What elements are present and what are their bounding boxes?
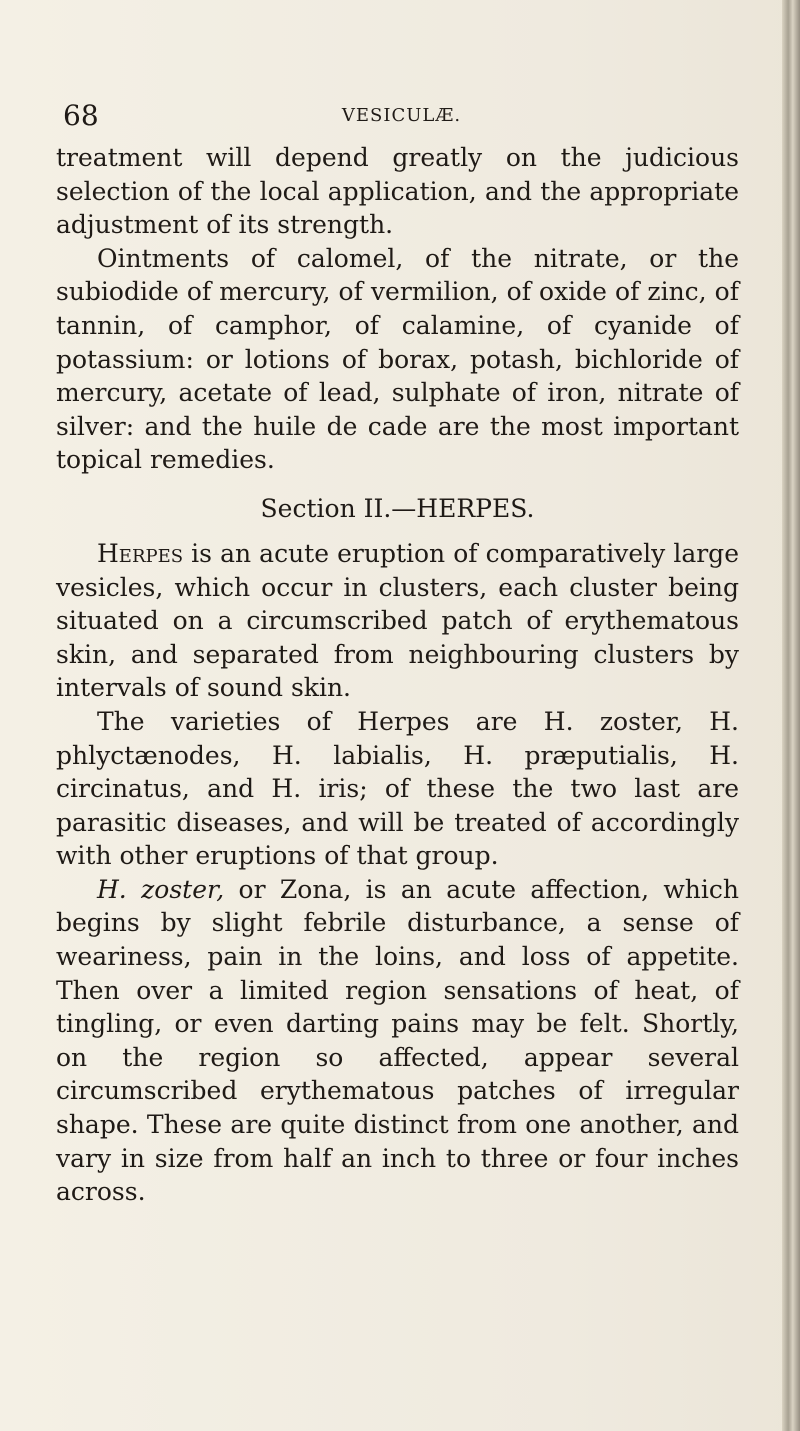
paragraph-zoster	[56, 873, 739, 1209]
section-heading: Section II.—HERPES.	[260, 493, 535, 523]
page-header	[63, 100, 740, 132]
zoster-text: or Zona, is an acute affection, which begins by slight febrile disturbance, a sense of weariness, pain in the loins, and loss of appetite. Then over a limited region sensations of heat, of tingling, or even darting pains may be felt. Shortly, on the region so affected, appear several circumscribed erythematous patches of irregular shape. These are quite distinct from one another, and vary in size from half an inch to three or four inches across.	[56, 874, 739, 1207]
page-number: 68	[63, 99, 99, 132]
paragraph-ointments: Ointments of calomel, of the nitrate, or the subiodide of mercury, of vermilion, of oxide of zinc, of tannin, of camphor, of calamine, of cyanide of potassium: or lotions of borax, potash, bichloride of mercury, acetate of lead, sulphate of iron, nitrate of silver: and the huile de cade are the most important topical remedies.	[56, 243, 739, 475]
page-content	[56, 141, 739, 1209]
herpes-definition-text: is an acute eruption of comparatively large vesicles, which occur in clusters, each cluster being situated on a circumscribed patch of erythematous skin, and separated from neighbouring clusters by intervals of sound skin.	[56, 538, 739, 703]
paragraph-varieties: The varieties of Herpes are H. zoster, H. phlyctænodes, H. labialis, H. præputialis, H. circinatus, and H. iris; of these the two last are parasitic diseases, and will be treated of accordingly with other eruptions of that group.	[56, 706, 739, 871]
running-head: VESICULÆ.	[341, 105, 462, 126]
paragraph-treatment: treatment will depend greatly on the judicious selection of the local application, and the appropriate adjustment of its strength.	[56, 143, 739, 240]
herpes-lead: Herpes	[97, 538, 184, 568]
zoster-lead: H. zoster,	[97, 874, 225, 904]
paragraph-herpes-definition	[56, 537, 739, 705]
page-edge-shadow	[782, 0, 800, 1431]
